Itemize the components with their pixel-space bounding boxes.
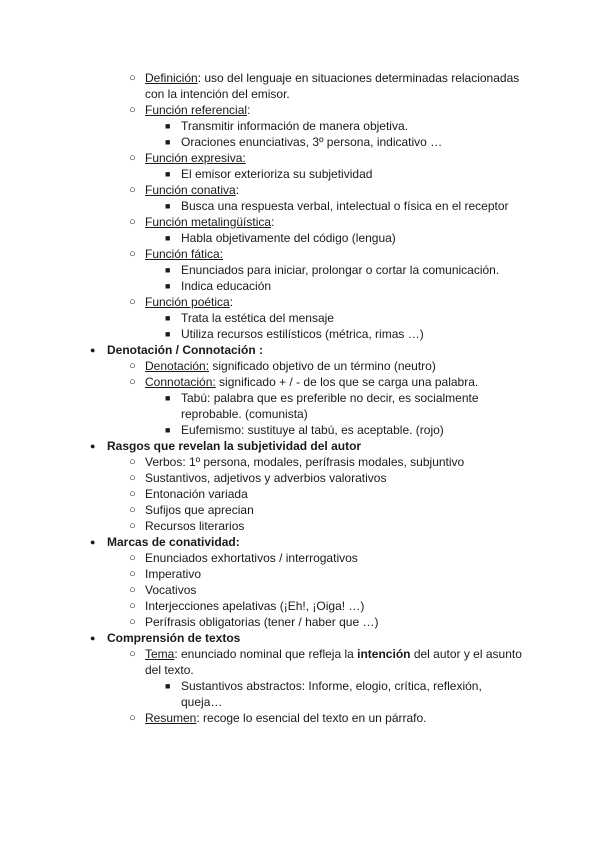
underlined-term: Denotación: (145, 359, 210, 373)
list-item (0, 566, 600, 582)
hollow-circle-bullet-icon: ○ (129, 600, 136, 612)
list-item (0, 518, 600, 534)
list-item-text (181, 310, 511, 326)
bold-text: Marcas de conatividad: (107, 535, 240, 549)
hollow-circle-bullet-icon: ○ (129, 216, 136, 228)
list-item-text (181, 390, 511, 422)
hollow-circle-bullet-icon: ○ (129, 184, 136, 196)
hollow-circle-bullet-icon: ○ (129, 360, 136, 372)
text-run: Interjecciones apelativas (¡Eh!, ¡Oiga! …) (145, 599, 365, 613)
list-item-text (145, 182, 530, 198)
list-item-text (181, 166, 511, 182)
list-item-text (145, 470, 530, 486)
hollow-circle-bullet-icon: ○ (129, 72, 136, 84)
text-run: El emisor exterioriza su subjetividad (181, 167, 373, 181)
list-item-text (107, 630, 527, 646)
list-item (0, 182, 600, 198)
section-heading (0, 438, 600, 454)
list-item-text (145, 550, 530, 566)
hollow-circle-bullet-icon: ○ (129, 488, 136, 500)
square-bullet-icon: ■ (165, 681, 171, 691)
underlined-term: Definición (145, 71, 198, 85)
list-item (0, 118, 600, 134)
text-run: Sufijos que aprecian (145, 503, 254, 517)
section-heading (0, 342, 600, 358)
text-run: Perífrasis obligatorias (tener / haber que …) (145, 615, 379, 629)
text-run: : (271, 215, 275, 229)
square-bullet-icon: ■ (165, 329, 171, 339)
list-item (0, 454, 600, 470)
text-run: Busca una respuesta verbal, intelectual o física en el receptor (181, 199, 509, 213)
list-item-text (145, 582, 530, 598)
hollow-circle-bullet-icon: ○ (129, 376, 136, 388)
square-bullet-icon: ■ (165, 137, 171, 147)
underlined-term: Función metalingüística (145, 215, 272, 229)
hollow-circle-bullet-icon: ○ (129, 616, 136, 628)
square-bullet-icon: ■ (165, 425, 171, 435)
filled-circle-bullet-icon: ● (90, 441, 96, 451)
list-item (0, 646, 600, 678)
text-run: Imperativo (145, 567, 202, 581)
underlined-term: Función referencial (145, 103, 248, 117)
list-item-text (145, 710, 530, 726)
hollow-circle-bullet-icon: ○ (129, 584, 136, 596)
hollow-circle-bullet-icon: ○ (129, 152, 136, 164)
text-run: Sustantivos abstractos: Informe, elogio, crítica, reflexión, queja… (181, 679, 486, 709)
text-run: Habla objetivamente del código (lengua) (181, 231, 396, 245)
text-run: Trata la estética del mensaje (181, 311, 334, 325)
list-item (0, 134, 600, 150)
text-run: : (235, 183, 240, 197)
bold-text: intención (357, 647, 411, 661)
square-bullet-icon: ■ (165, 121, 171, 131)
list-item-text (181, 118, 511, 134)
hollow-circle-bullet-icon: ○ (129, 504, 136, 516)
list-item (0, 582, 600, 598)
list-item (0, 390, 600, 422)
list-item (0, 374, 600, 390)
list-item (0, 102, 600, 118)
hollow-circle-bullet-icon: ○ (129, 712, 136, 724)
text-run: Verbos: 1º persona, modales, perífrasis modales, subjuntivo (145, 455, 465, 469)
list-item-text (181, 678, 511, 710)
text-run: Transmitir información de manera objetiva. (181, 119, 408, 133)
square-bullet-icon: ■ (165, 169, 171, 179)
text-run: : uso del lenguaje en situaciones determinadas relacionadas con la intención del emisor. (145, 71, 523, 101)
list-item (0, 230, 600, 246)
bold-text: Comprensión de textos (107, 631, 241, 645)
underlined-term: Función fática: (145, 247, 224, 261)
list-item (0, 150, 600, 166)
text-run: Vocativos (145, 583, 197, 597)
list-item (0, 470, 600, 486)
text-run: : (229, 295, 234, 309)
list-item-text (181, 198, 511, 214)
list-item-text (181, 134, 511, 150)
square-bullet-icon: ■ (165, 393, 171, 403)
list-item-text (181, 278, 511, 294)
list-item (0, 358, 600, 374)
hollow-circle-bullet-icon: ○ (129, 568, 136, 580)
list-item-text (107, 534, 527, 550)
list-item-text (145, 518, 530, 534)
text-run: Eufemismo: sustituye al tabú, es aceptable. (rojo) (181, 423, 444, 437)
square-bullet-icon: ■ (165, 281, 171, 291)
list-item (0, 262, 600, 278)
square-bullet-icon: ■ (165, 233, 171, 243)
hollow-circle-bullet-icon: ○ (129, 648, 136, 660)
bold-text: Denotación / Connotación : (107, 343, 263, 357)
filled-circle-bullet-icon: ● (90, 633, 96, 643)
square-bullet-icon: ■ (165, 201, 171, 211)
hollow-circle-bullet-icon: ○ (129, 248, 136, 260)
list-item (0, 550, 600, 566)
text-run: Recursos literarios (145, 519, 245, 533)
list-item (0, 502, 600, 518)
list-item (0, 710, 600, 726)
square-bullet-icon: ■ (165, 265, 171, 275)
section-heading (0, 534, 600, 550)
text-run: Enunciados exhortativos / interrogativos (145, 551, 358, 565)
hollow-circle-bullet-icon: ○ (129, 296, 136, 308)
list-item (0, 422, 600, 438)
bold-text: Rasgos que revelan la subjetividad del autor (107, 439, 362, 453)
list-item-text (145, 486, 530, 502)
list-item (0, 326, 600, 342)
text-run: : enunciado nominal que refleja la (174, 647, 358, 661)
list-item-text (145, 70, 530, 102)
hollow-circle-bullet-icon: ○ (129, 520, 136, 532)
square-bullet-icon: ■ (165, 313, 171, 323)
text-run: Oraciones enunciativas, 3º persona, indicativo … (181, 135, 443, 149)
list-item-text (145, 214, 530, 230)
underlined-term: Tema (145, 647, 175, 661)
underlined-term: Función poética (145, 295, 230, 309)
list-item (0, 598, 600, 614)
text-run: : (247, 103, 251, 117)
hollow-circle-bullet-icon: ○ (129, 472, 136, 484)
list-item-text (107, 342, 527, 358)
list-item (0, 70, 600, 102)
text-run: significado objetivo de un término (neutro) (209, 359, 436, 373)
hollow-circle-bullet-icon: ○ (129, 104, 136, 116)
list-item-text (145, 358, 530, 374)
list-item-text (145, 502, 530, 518)
text-run: Sustantivos, adjetivos y adverbios valorativos (145, 471, 387, 485)
list-item-text (181, 230, 511, 246)
list-item (0, 294, 600, 310)
list-item-text (145, 454, 530, 470)
text-run: Utiliza recursos estilísticos (métrica, rimas …) (181, 327, 424, 341)
list-item-text (145, 150, 530, 166)
underlined-term: Resumen (145, 711, 197, 725)
underlined-term: Función expresiva: (145, 151, 246, 165)
text-run: del autor y el asunto del texto. (145, 647, 526, 677)
list-item-text (145, 246, 530, 262)
list-item (0, 310, 600, 326)
underlined-term: Función conativa (145, 183, 236, 197)
section-heading (0, 630, 600, 646)
list-item (0, 614, 600, 630)
list-item-text (145, 598, 530, 614)
text-run: Indica educación (181, 279, 272, 293)
text-run: Tabú: palabra que es preferible no decir, es socialmente reprobable. (comunista) (181, 391, 482, 421)
text-run: Enunciados para iniciar, prolongar o cortar la comunicación. (181, 263, 500, 277)
list-item-text (145, 614, 530, 630)
list-item (0, 214, 600, 230)
list-item (0, 198, 600, 214)
list-item (0, 678, 600, 710)
list-item-text (181, 326, 511, 342)
text-run: significado + / - de los que se carga una palabra. (215, 375, 479, 389)
list-item-text (145, 374, 530, 390)
list-item-text (107, 438, 527, 454)
hollow-circle-bullet-icon: ○ (129, 552, 136, 564)
hollow-circle-bullet-icon: ○ (129, 456, 136, 468)
list-item-text (145, 646, 530, 678)
list-item-text (145, 566, 530, 582)
list-item-text (181, 422, 511, 438)
underlined-term: Connotación: (145, 375, 216, 389)
text-run: Entonación variada (145, 487, 248, 501)
filled-circle-bullet-icon: ● (90, 345, 96, 355)
list-item (0, 486, 600, 502)
list-item-text (145, 294, 530, 310)
filled-circle-bullet-icon: ● (90, 537, 96, 547)
text-run: : recoge lo esencial del texto en un párrafo. (196, 711, 427, 725)
list-item-text (145, 102, 530, 118)
list-item-text (181, 262, 511, 278)
list-item (0, 166, 600, 182)
list-item (0, 246, 600, 262)
list-item (0, 278, 600, 294)
